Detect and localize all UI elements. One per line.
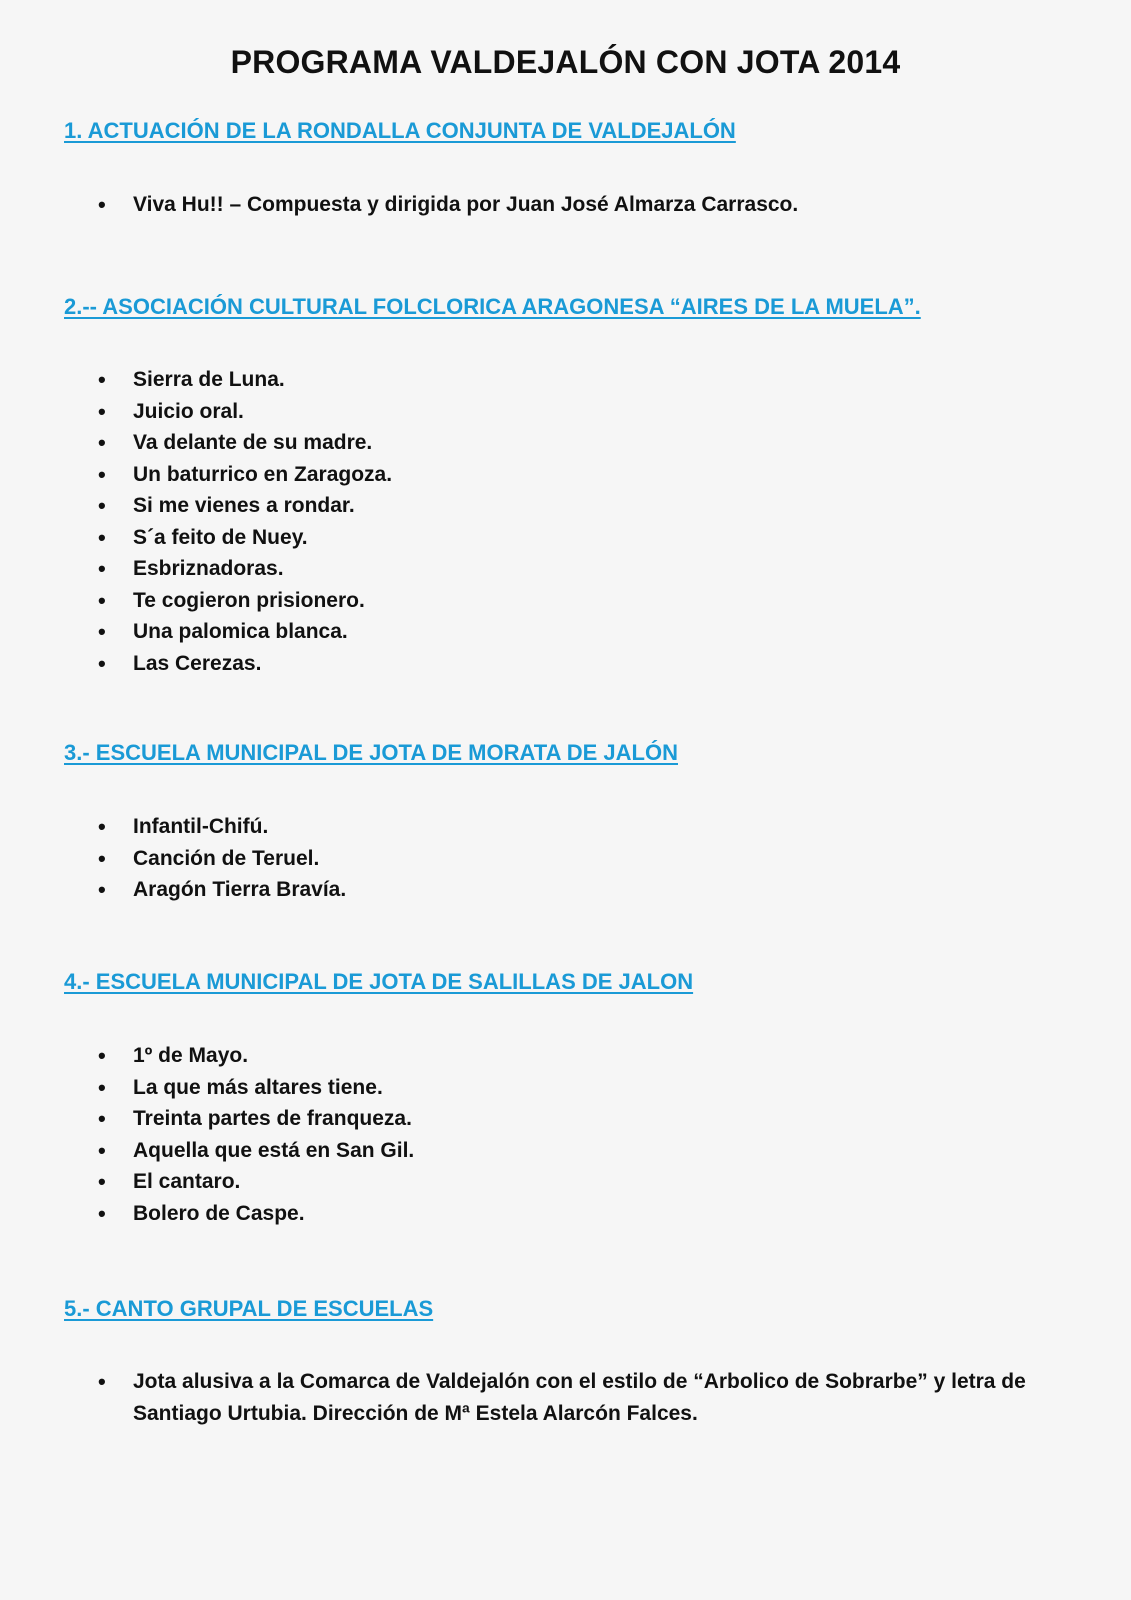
- list-item: • Esbriznadoras.: [98, 553, 392, 585]
- list-item: • S´a feito de Nuey.: [98, 522, 392, 554]
- list-item: • Sierra de Luna.: [98, 364, 392, 396]
- bullet-icon: •: [98, 587, 106, 613]
- list-item: • Infantil-Chifú.: [98, 811, 346, 843]
- bullet-icon: •: [98, 524, 106, 550]
- bullet-icon: •: [98, 367, 106, 392]
- list-item: • Aragón Tierra Bravía.: [98, 874, 346, 906]
- bullet-icon: •: [98, 845, 106, 871]
- bullet-icon: •: [98, 556, 106, 581]
- section-5-list: [98, 1366, 1053, 1429]
- list-item: • Un baturrico en Zaragoza.: [98, 459, 392, 491]
- section-heading-4: 4.- ESCUELA MUNICIPAL DE JOTA DE SALILLAS DE JALON: [64, 969, 694, 994]
- bullet-icon: •: [98, 1106, 106, 1131]
- bullet-icon: •: [98, 650, 106, 676]
- bullet-icon: •: [98, 1074, 106, 1100]
- bullet-icon: •: [98, 619, 106, 644]
- section-heading-3: 3.- ESCUELA MUNICIPAL DE JOTA DE MORATA DE JALÓN: [64, 740, 678, 765]
- list-item: • Las Cerezas.: [98, 648, 392, 680]
- section-1-list: [98, 189, 798, 221]
- page-title: PROGRAMA VALDEJALÓN CON JOTA 2014: [230, 44, 901, 80]
- section-4-list: [98, 1040, 414, 1229]
- list-item: • Una palomica blanca.: [98, 616, 392, 648]
- section-heading-2: 2.-- ASOCIACIÓN CULTURAL FOLCLORICA ARAGONESA “AIRES DE LA MUELA”.: [64, 294, 921, 319]
- list-item: • 1º de Mayo.: [98, 1040, 414, 1072]
- section-3-list: [98, 811, 346, 906]
- bullet-icon: •: [98, 1043, 106, 1068]
- list-item: • Juicio oral.: [98, 396, 392, 428]
- bullet-icon: •: [98, 430, 106, 455]
- list-item: • Jota alusiva a la Comarca de Valdejalón con el estilo de “Arbolico de Sobrarbe” y letra de Santiago Urtubia. Dirección de Mª Estela Alarcón Falces.: [98, 1366, 1053, 1429]
- list-item: • Treinta partes de franqueza.: [98, 1103, 414, 1135]
- list-item: • Te cogieron prisionero.: [98, 585, 392, 617]
- bullet-icon: •: [98, 1137, 106, 1163]
- bullet-icon: •: [98, 493, 106, 518]
- list-item: • Bolero de Caspe.: [98, 1198, 414, 1230]
- bullet-icon: •: [98, 398, 106, 424]
- list-item: • Va delante de su madre.: [98, 427, 392, 459]
- bullet-icon: •: [98, 814, 106, 839]
- bullet-icon: •: [98, 1200, 106, 1226]
- bullet-icon: •: [98, 1169, 106, 1194]
- bullet-icon: •: [98, 877, 106, 902]
- section-heading-1: 1. ACTUACIÓN DE LA RONDALLA CONJUNTA DE VALDEJALÓN: [64, 118, 736, 143]
- section-heading-5: 5.- CANTO GRUPAL DE ESCUELAS: [64, 1296, 434, 1321]
- bullet-icon: •: [98, 1369, 106, 1394]
- list-item: • Si me vienes a rondar.: [98, 490, 392, 522]
- bullet-icon: •: [98, 461, 106, 487]
- bullet-icon: •: [98, 192, 106, 217]
- list-item: • Aquella que está en San Gil.: [98, 1135, 414, 1167]
- list-item: • El cantaro.: [98, 1166, 414, 1198]
- section-2-list: [98, 364, 392, 679]
- list-item: • Viva Hu!! – Compuesta y dirigida por Juan José Almarza Carrasco.: [98, 189, 798, 221]
- list-item: • La que más altares tiene.: [98, 1072, 414, 1104]
- list-item: • Canción de Teruel.: [98, 843, 346, 875]
